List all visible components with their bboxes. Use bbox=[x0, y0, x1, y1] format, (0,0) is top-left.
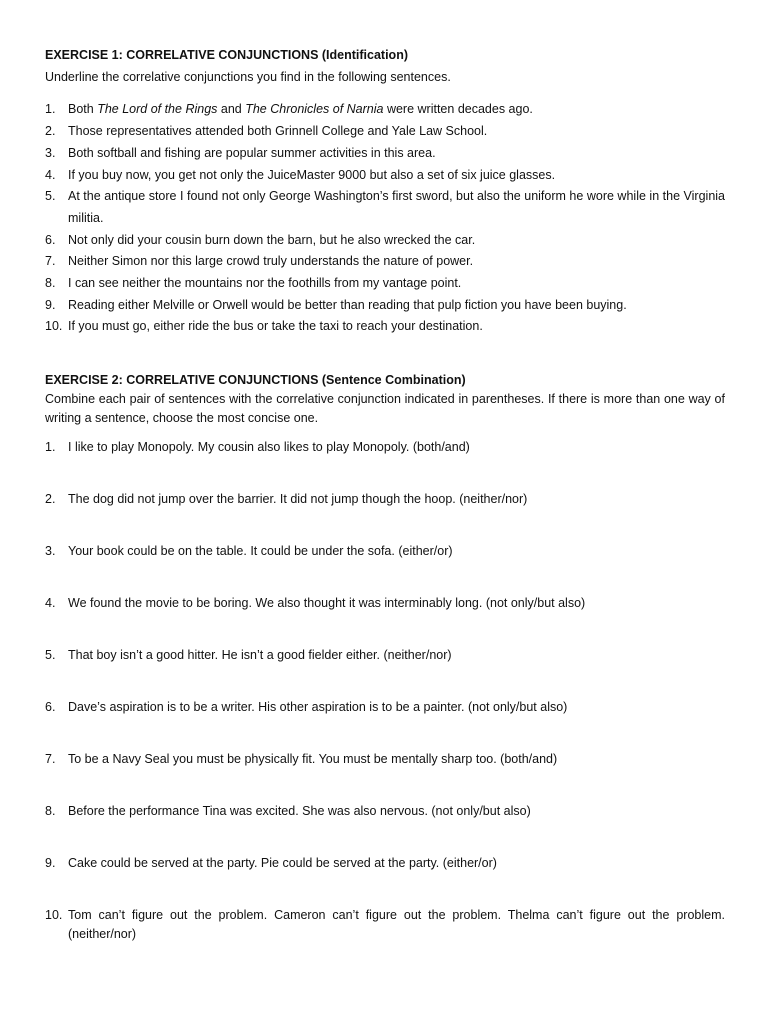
sentence-text: If you must go, either ride the bus or take the taxi to reach your destination. bbox=[68, 319, 483, 334]
item-number: 1. bbox=[45, 440, 56, 454]
item-sentence: Before the performance Tina was excited. She was also nervous. (not only/but also) bbox=[68, 804, 531, 818]
exercise-1-list bbox=[45, 99, 725, 338]
sentence-text: Neither Simon nor this large crowd truly understands the nature of power. bbox=[68, 254, 474, 269]
item-sentence bbox=[68, 276, 461, 290]
exercise-1-item bbox=[45, 316, 725, 338]
exercise-1-item bbox=[45, 295, 725, 317]
exercise-2-item bbox=[45, 646, 725, 665]
item-number: 5. bbox=[45, 648, 56, 662]
item-sentence: Tom can’t figure out the problem. Cameron can’t figure out the problem. Thelma can’t figure out the problem. (neither/nor) bbox=[68, 908, 725, 941]
item-number: 7. bbox=[45, 752, 56, 766]
item-number: 3. bbox=[45, 544, 56, 558]
item-sentence: Cake could be served at the party. Pie could be served at the party. (either/or) bbox=[68, 856, 497, 870]
exercise-1-section bbox=[45, 45, 725, 338]
item-sentence: That boy isn’t a good hitter. He isn’t a good fielder either. (neither/nor) bbox=[68, 648, 452, 662]
item-sentence: We found the movie to be boring. We also thought it was interminably long. (not only/but also) bbox=[68, 596, 586, 610]
sentence-text: and bbox=[217, 102, 246, 117]
sentence-text: were written decades ago. bbox=[383, 102, 533, 117]
item-number: 4. bbox=[45, 167, 56, 182]
item-number: 9. bbox=[45, 297, 56, 312]
item-sentence bbox=[68, 189, 725, 225]
sentence-text: Both bbox=[68, 102, 98, 117]
item-sentence bbox=[68, 146, 436, 160]
item-sentence: The dog did not jump over the barrier. It did not jump though the hoop. (neither/nor) bbox=[68, 492, 528, 506]
exercise-2-item bbox=[45, 490, 725, 509]
sentence-text: I can see neither the mountains nor the foothills from my vantage point. bbox=[68, 276, 462, 291]
exercise-1-title: EXERCISE 1: CORRELATIVE CONJUNCTIONS (Identification) bbox=[45, 48, 408, 62]
item-number: 2. bbox=[45, 124, 56, 139]
exercise-1-item bbox=[45, 251, 725, 273]
item-number: 8. bbox=[45, 276, 56, 291]
item-number: 7. bbox=[45, 254, 56, 269]
sentence-text: Reading either Melville or Orwell would be better than reading that pulp fiction you have been buying. bbox=[68, 297, 627, 312]
exercise-2-item bbox=[45, 854, 725, 873]
sentence-text: Not only did your cousin burn down the barn, but he also wrecked the car. bbox=[68, 232, 476, 247]
sentence-text: Both softball and fishing are popular summer activities in this area. bbox=[68, 145, 436, 160]
item-number: 10. bbox=[45, 908, 63, 922]
item-sentence: To be a Navy Seal you must be physically fit. You must be mentally sharp too. (both/and) bbox=[68, 752, 558, 766]
exercise-2-item bbox=[45, 594, 725, 613]
exercise-2-item bbox=[45, 698, 725, 717]
exercise-1-item bbox=[45, 273, 725, 295]
exercise-2-section bbox=[45, 371, 725, 944]
book-title-italic: The Chronicles of Narnia bbox=[245, 102, 384, 117]
exercise-1-item bbox=[45, 165, 725, 187]
item-number: 8. bbox=[45, 804, 56, 818]
sentence-text: At the antique store I found not only George Washington’s first sword, but also the uniform he wore while in the Virginia militia. bbox=[68, 189, 725, 225]
exercise-1-instruction: Underline the correlative conjunctions you find in the following sentences. bbox=[45, 69, 451, 84]
item-number: 1. bbox=[45, 102, 56, 117]
exercise-1-item bbox=[45, 143, 725, 165]
item-sentence bbox=[68, 298, 627, 312]
item-number: 6. bbox=[45, 700, 56, 714]
exercise-2-item bbox=[45, 906, 725, 944]
item-sentence bbox=[68, 168, 555, 182]
exercise-1-item bbox=[45, 230, 725, 252]
sentence-text: If you buy now, you get not only the JuiceMaster 9000 but also a set of six juice glasses. bbox=[68, 167, 556, 182]
item-number: 4. bbox=[45, 596, 56, 610]
item-number: 6. bbox=[45, 232, 56, 247]
item-sentence: Your book could be on the table. It could be under the sofa. (either/or) bbox=[68, 544, 453, 558]
item-sentence: I like to play Monopoly. My cousin also likes to play Monopoly. (both/and) bbox=[68, 440, 470, 454]
item-sentence bbox=[68, 254, 473, 268]
item-number: 3. bbox=[45, 145, 56, 160]
exercise-2-list bbox=[45, 438, 725, 944]
item-sentence: Dave’s aspiration is to be a writer. His other aspiration is to be a painter. (not only/but also) bbox=[68, 700, 568, 714]
exercise-1-item bbox=[45, 99, 725, 121]
item-number: 2. bbox=[45, 492, 56, 506]
exercise-2-item bbox=[45, 438, 725, 457]
exercise-2-item bbox=[45, 802, 725, 821]
item-number: 5. bbox=[45, 189, 56, 204]
item-sentence bbox=[68, 233, 475, 247]
item-sentence bbox=[68, 124, 487, 138]
item-number: 10. bbox=[45, 319, 63, 334]
exercise-2-title: EXERCISE 2: CORRELATIVE CONJUNCTIONS (Sentence Combination) bbox=[45, 373, 466, 387]
exercise-2-item bbox=[45, 750, 725, 769]
item-sentence bbox=[68, 102, 533, 116]
sentence-text: Those representatives attended both Grinnell College and Yale Law School. bbox=[68, 124, 488, 139]
exercise-2-instruction: Combine each pair of sentences with the correlative conjunction indicated in parentheses. If there is more than one way of writing a sentence, choose the most concise one. bbox=[45, 392, 725, 425]
exercise-1-item bbox=[45, 121, 725, 143]
exercise-1-item bbox=[45, 186, 725, 229]
exercise-2-item bbox=[45, 542, 725, 561]
item-number: 9. bbox=[45, 856, 56, 870]
book-title-italic: The Lord of the Rings bbox=[97, 102, 218, 117]
item-sentence bbox=[68, 319, 483, 333]
